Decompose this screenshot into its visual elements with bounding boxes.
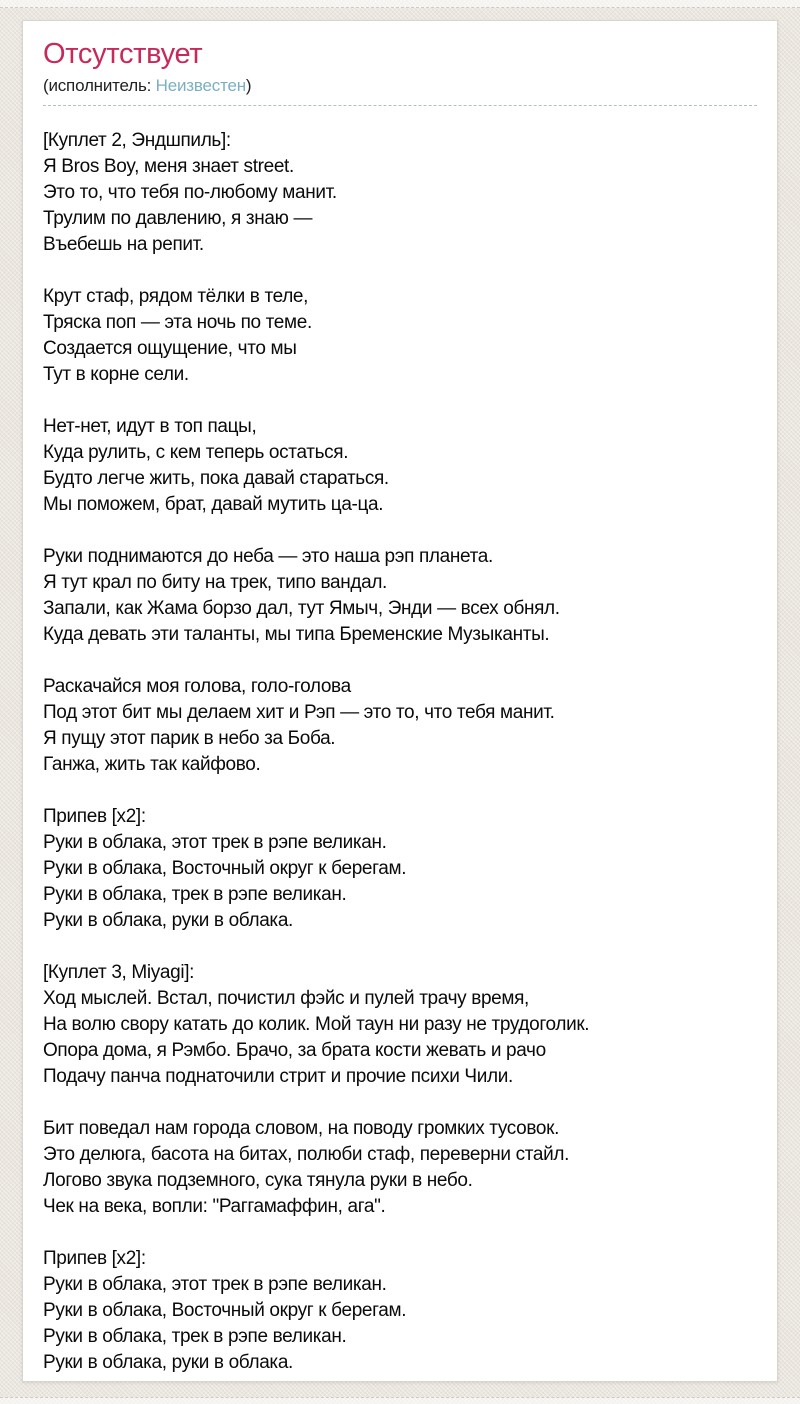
lyric-line: Ганжа, жить так кайфово. xyxy=(43,754,261,776)
lyric-line: Ход мыслей. Встал, почистил фэйс и пулей трачу время, xyxy=(43,988,529,1010)
lyric-line: Куда рулить, с кем теперь остаться. xyxy=(43,442,349,464)
lyric-line: Припев [x2]: xyxy=(43,1248,146,1270)
adjacent-block-bottom-edge xyxy=(0,1397,800,1404)
lyric-line: Руки в облака, этот трек в рэпе великан. xyxy=(43,832,387,854)
stanza xyxy=(43,284,757,388)
lyric-line: Руки в облака, этот трек в рэпе великан. xyxy=(43,1274,387,1296)
stanza xyxy=(43,804,757,934)
artist-link[interactable]: Неизвестен xyxy=(155,76,246,96)
stanza xyxy=(43,674,757,778)
lyric-line: Это то, что тебя по-любому манит. xyxy=(43,182,337,204)
lyric-line: Запали, как Жама борзо дал, тут Ямыч, Энди — всех обнял. xyxy=(43,598,560,620)
lyric-line: Припев [x2]: xyxy=(43,806,146,828)
lyric-line: [Куплет 2, Эндшпиль]: xyxy=(43,130,231,152)
lyric-line: Куда девать эти таланты, мы типа Бременские Музыканты. xyxy=(43,624,550,646)
lyric-line: Руки в облака, руки в облака. xyxy=(43,1352,293,1374)
lyric-line: Тут в корне сели. xyxy=(43,364,189,386)
lyric-line: Трулим по давлению, я знаю — xyxy=(43,208,313,230)
adjacent-block-top-edge xyxy=(0,0,800,8)
lyric-line: Руки поднимаются до неба — это наша рэп планета. xyxy=(43,546,493,568)
lyric-line: Будто легче жить, пока давай стараться. xyxy=(43,468,389,490)
lyric-line: Руки в облака, трек в рэпе великан. xyxy=(43,884,347,906)
lyric-line: Это делюга, басота на битах, полюби стаф, переверни стайл. xyxy=(43,1144,570,1166)
lyric-line: Нет-нет, идут в топ пацы, xyxy=(43,416,257,438)
artist-line-suffix: ) xyxy=(245,76,252,96)
lyric-line: На волю свору катать до колик. Мой таун ни разу не трудоголик. xyxy=(43,1014,590,1036)
lyric-line: Руки в облака, руки в облака. xyxy=(43,910,293,932)
song-header xyxy=(43,39,757,106)
lyric-line: Чек на века, вопли: "Раггамаффин, ага". xyxy=(43,1196,386,1218)
stanza xyxy=(43,960,757,1090)
artist-line xyxy=(43,76,757,96)
lyric-line: Бит поведал нам города словом, на поводу громких тусовок. xyxy=(43,1118,560,1140)
lyric-line: Я пущу этот парик в небо за Боба. xyxy=(43,728,336,750)
lyric-line: Логово звука подземного, сука тянула руки в небо. xyxy=(43,1170,473,1192)
stanza xyxy=(43,1246,757,1376)
lyric-line: Въебешь на репит. xyxy=(43,234,204,256)
lyric-line: Опора дома, я Рэмбо. Брачо, за брата кости жевать и рачо xyxy=(43,1040,546,1062)
song-title: Отсутствует xyxy=(43,38,203,70)
lyric-line: Я тут крал по биту на трек, типо вандал. xyxy=(43,572,387,594)
lyric-line: [Куплет 3, Miyagi]: xyxy=(43,962,195,984)
lyric-line: Раскачайся моя голова, голо-голова xyxy=(43,676,351,698)
lyric-line: Руки в облака, трек в рэпе великан. xyxy=(43,1326,347,1348)
artist-label: (исполнитель: xyxy=(43,76,156,96)
lyric-line: Руки в облака, Восточный округ к берегам. xyxy=(43,1300,407,1322)
lyric-line: Под этот бит мы делаем хит и Рэп — это то, что тебя манит. xyxy=(43,702,555,724)
lyric-line: Подачу панча поднаточили стрит и прочие психи Чили. xyxy=(43,1066,513,1088)
stanza xyxy=(43,414,757,518)
lyric-line: Мы поможем, брат, давай мутить ца-ца. xyxy=(43,494,384,516)
stanza xyxy=(43,1116,757,1220)
lyrics-card xyxy=(22,20,778,1382)
lyric-line: Руки в облака, Восточный округ к берегам. xyxy=(43,858,407,880)
lyrics xyxy=(43,128,757,1376)
stanza xyxy=(43,128,757,258)
lyric-line: Тряска поп — эта ночь по теме. xyxy=(43,312,312,334)
lyric-line: Я Bros Boy, меня знает street. xyxy=(43,156,294,178)
lyric-line: Создается ощущение, что мы xyxy=(43,338,297,360)
stanza xyxy=(43,544,757,648)
lyric-line: Крут стаф, рядом тёлки в теле, xyxy=(43,286,309,308)
